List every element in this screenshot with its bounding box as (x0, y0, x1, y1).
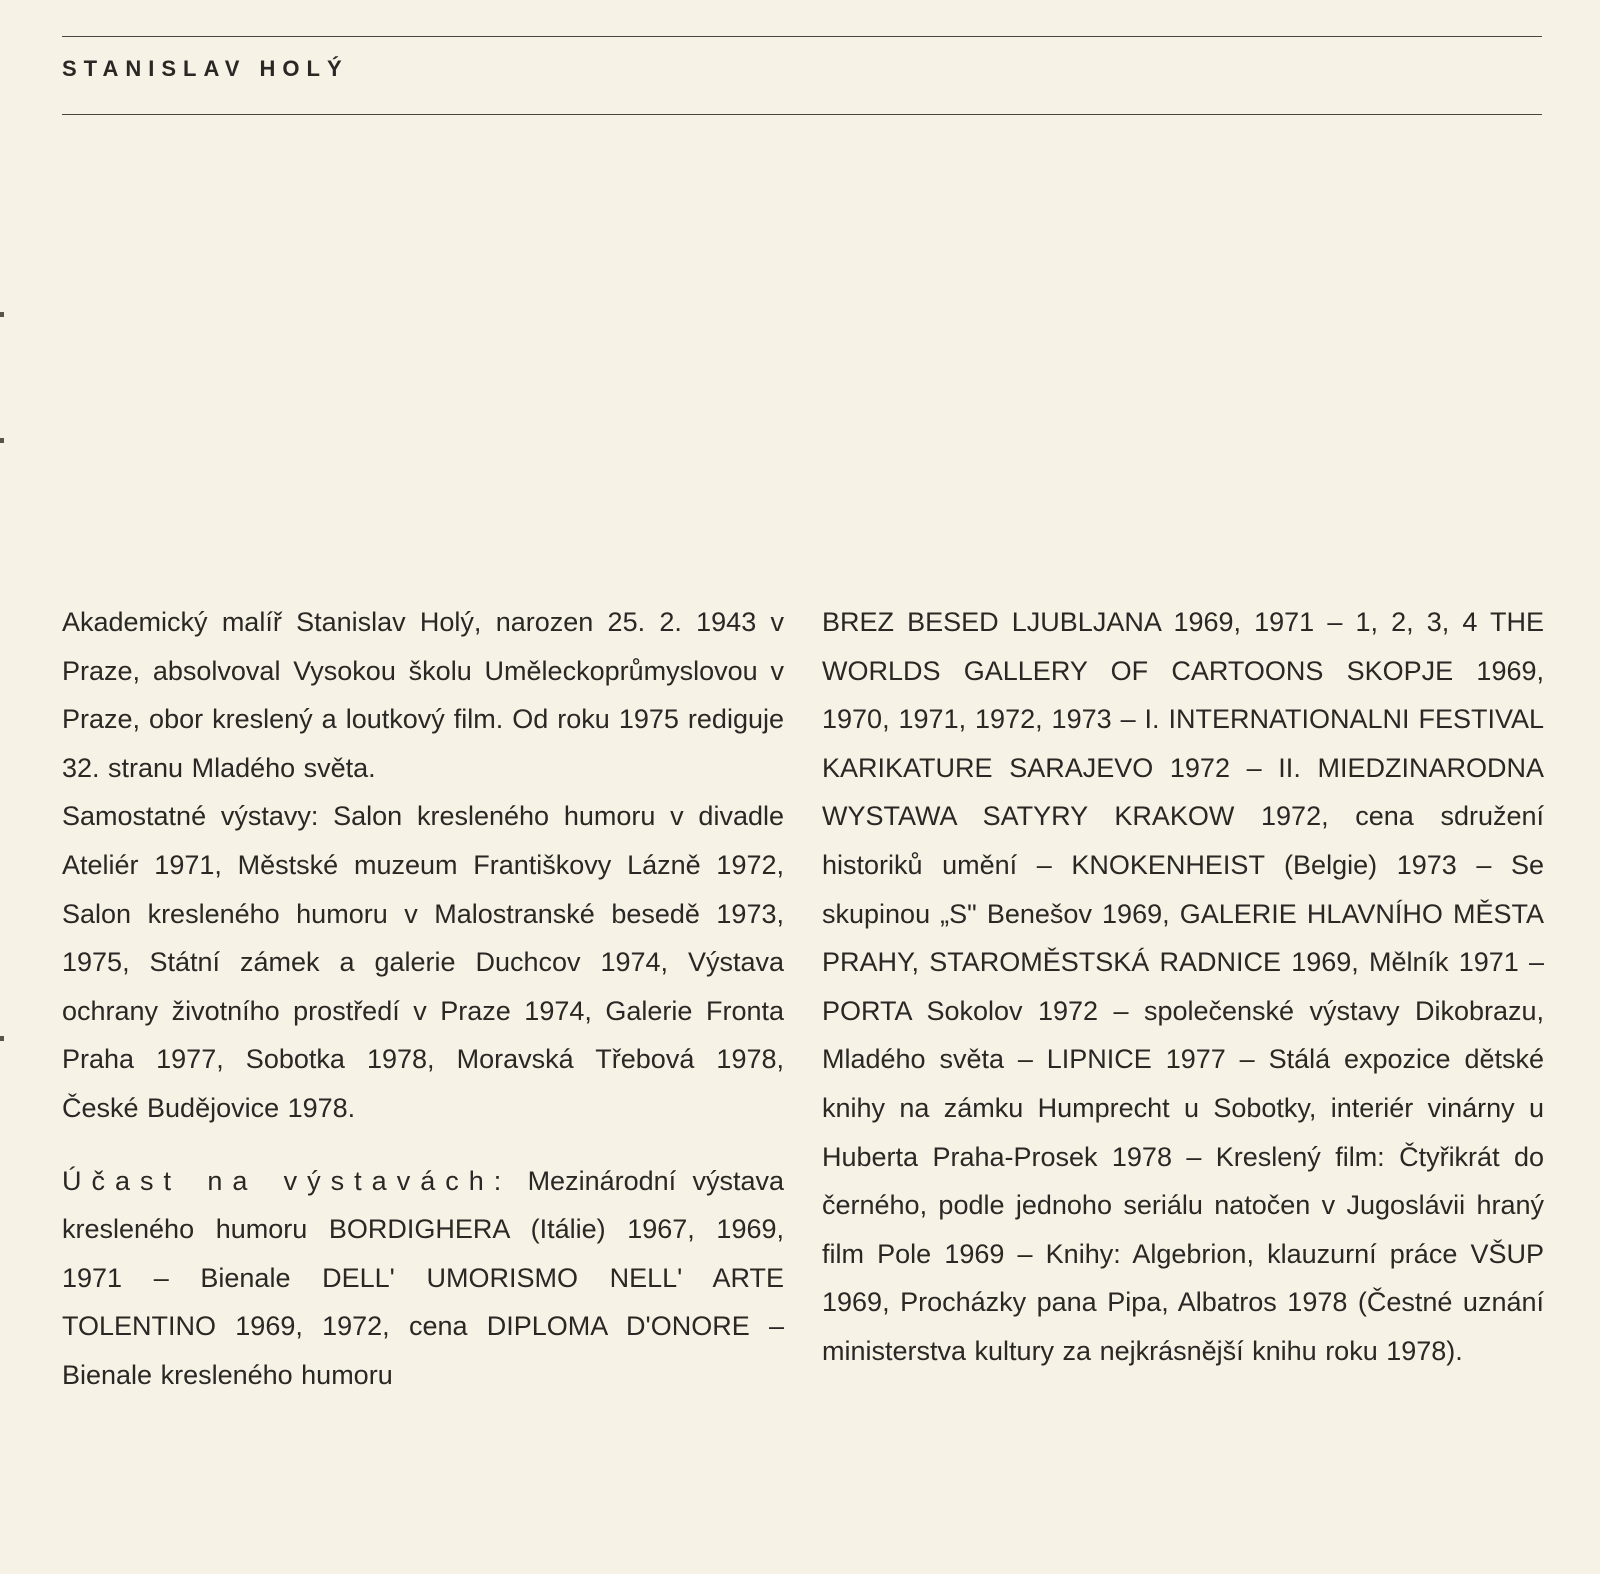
binding-mark (0, 1036, 4, 1041)
group-exhibitions-heading: Účast na výstavách: (62, 1165, 512, 1196)
top-rule (62, 36, 1542, 37)
left-column (62, 598, 784, 1400)
group-exhibitions-text: Mezinárodní výstava kresleného humoru BORDIGHERA (Itálie) 1967, 1969, 1971 – Bienale DELL' UMORISMO NELL' ARTE TOLENTINO 1969, 1972, cena DIPLOMA D'ONORE – Bienale kresleného humoru (62, 1165, 784, 1390)
biography-paragraph: Akademický malíř Stanislav Holý, narozen 25. 2. 1943 v Praze, absolvoval Vysokou školu Uměleckoprůmyslovou v Praze, obor kreslený a loutkový film. Od roku 1975 rediguje 32. stranu Mladého světa. (62, 607, 784, 783)
binding-mark (0, 438, 4, 443)
binding-mark (0, 312, 4, 317)
author-heading: STANISLAV HOLÝ (62, 56, 349, 81)
bottom-rule (62, 114, 1542, 115)
exhibitions-continued-paragraph: BREZ BESED LJUBLJANA 1969, 1971 – 1, 2, 3, 4 THE WORLDS GALLERY OF CARTOONS SKOPJE 1969, 1970, 1971, 1972, 1973 – I. INTERNATIONALNI FESTIVAL KARIKATURE SARAJEVO 1972 – II. MIEDZINARODNA WYSTAWA SATYRY KRAKOW 1972, cena sdružení historiků umění – KNOKENHEIST (Belgie) 1973 – Se skupinou „S" Benešov 1969, GALERIE HLAVNÍHO MĚSTA PRAHY, STAROMĚSTSKÁ RADNICE 1969, Mělník 1971 – PORTA Sokolov 1972 – společenské výstavy Dikobrazu, Mladého světa – LIPNICE 1977 – Stálá expozice dětské knihy na zámku Humprecht u Sobotky, interiér vinárny u Huberta Praha-Prosek 1978 – Kreslený film: Čtyřikrát do černého, podle jednoho seriálu natočen v Jugoslávii hraný film Pole 1969 – Knihy: Algebrion, klauzurní práce VŠUP 1969, Procházky pana Pipa, Albatros 1978 (Čestné uznání ministerstva kultury za nejkrásnější knihu roku 1978). (822, 607, 1544, 1366)
group-exhibitions-paragraph (62, 1157, 784, 1400)
solo-exhibitions-paragraph: Samostatné výstavy: Salon kresleného humoru v divadle Ateliér 1971, Městské muzeum Františkovy Lázně 1972, Salon kresleného humoru v Malostranské besedě 1973, 1975, Státní zámek a galerie Duchcov 1974, Výstava ochrany životního prostředí v Praze 1974, Galerie Fronta Praha 1977, Sobotka 1978, Moravská Třebová 1978, České Budějovice 1978. (62, 801, 784, 1123)
right-column (822, 598, 1544, 1376)
